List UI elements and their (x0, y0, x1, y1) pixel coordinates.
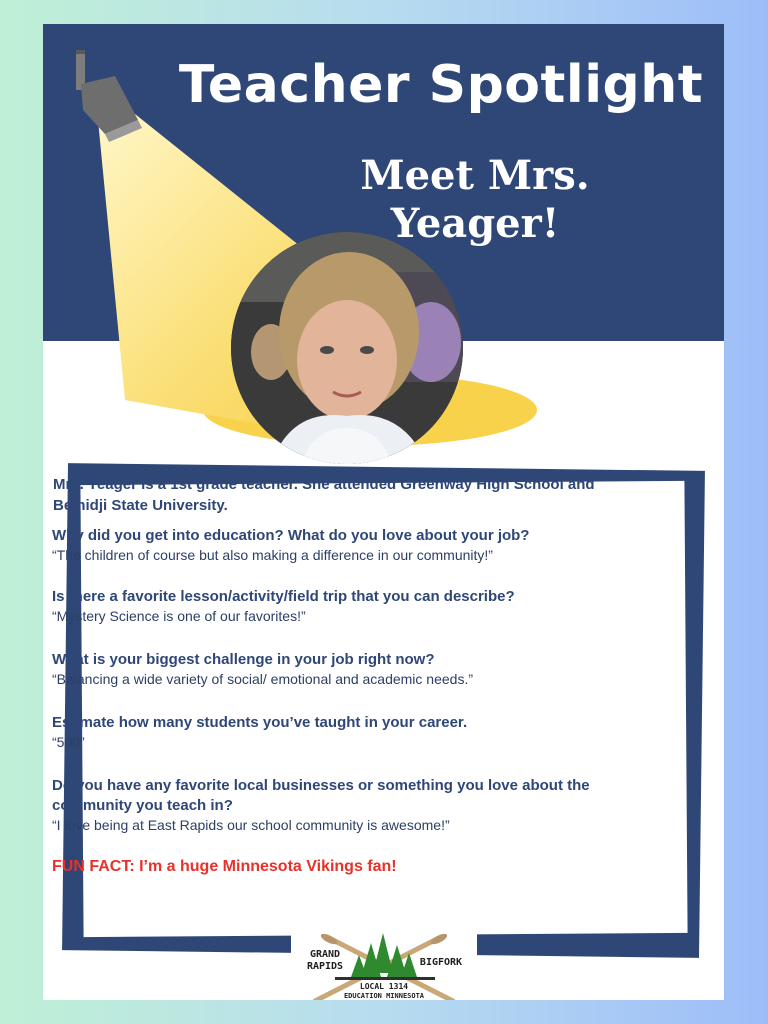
teacher-photo (231, 232, 463, 464)
logo-org: EDUCATION MINNESOTA (343, 992, 425, 1000)
question-text: Why did you get into education? What do you love about your job? (52, 527, 530, 544)
question-text: Do you have any favorite local businesses or something you love about the community you teach in? (52, 777, 590, 814)
answer-text: “Mystery Science is one of our favorites!” (52, 608, 306, 624)
qa-item (52, 587, 642, 626)
question-text: Estimate how many students you’ve taught in your career. (52, 714, 468, 731)
intro-text: Mrs. Yeager is a 1st grade teacher. She attended Greenway High School and Bemidji State University. (53, 476, 595, 514)
union-logo (291, 931, 477, 1000)
qa-item (52, 776, 642, 835)
answer-text: “500” (52, 734, 85, 750)
spotlight-lamp-icon (76, 50, 142, 142)
answer-text: “I love being at East Rapids our school community is awesome!” (52, 817, 450, 833)
logo-local: LOCAL 1314 (359, 982, 409, 991)
answer-text: “The children of course but also making a difference in our community!” (52, 547, 493, 563)
question-text: Is there a favorite lesson/activity/field trip that you can describe? (52, 588, 515, 605)
logo-right: BIGFORK (419, 957, 463, 968)
fun-fact: FUN FACT: I’m a huge Minnesota Vikings fan! (52, 858, 397, 875)
page-subtitle: Meet Mrs. Yeager! (360, 152, 590, 247)
question-text: What is your biggest challenge in your job right now? (52, 651, 435, 668)
qa-item (52, 526, 642, 565)
logo-left-line1: GRAND (309, 949, 341, 960)
answer-text: “Balancing a wide variety of social/ emotional and academic needs.” (52, 671, 474, 687)
qa-item (52, 650, 642, 689)
logo-left-line2: RAPIDS (306, 961, 344, 972)
qa-content (52, 474, 642, 877)
qa-item (52, 713, 642, 752)
page-title: Teacher Spotlight (178, 55, 704, 115)
